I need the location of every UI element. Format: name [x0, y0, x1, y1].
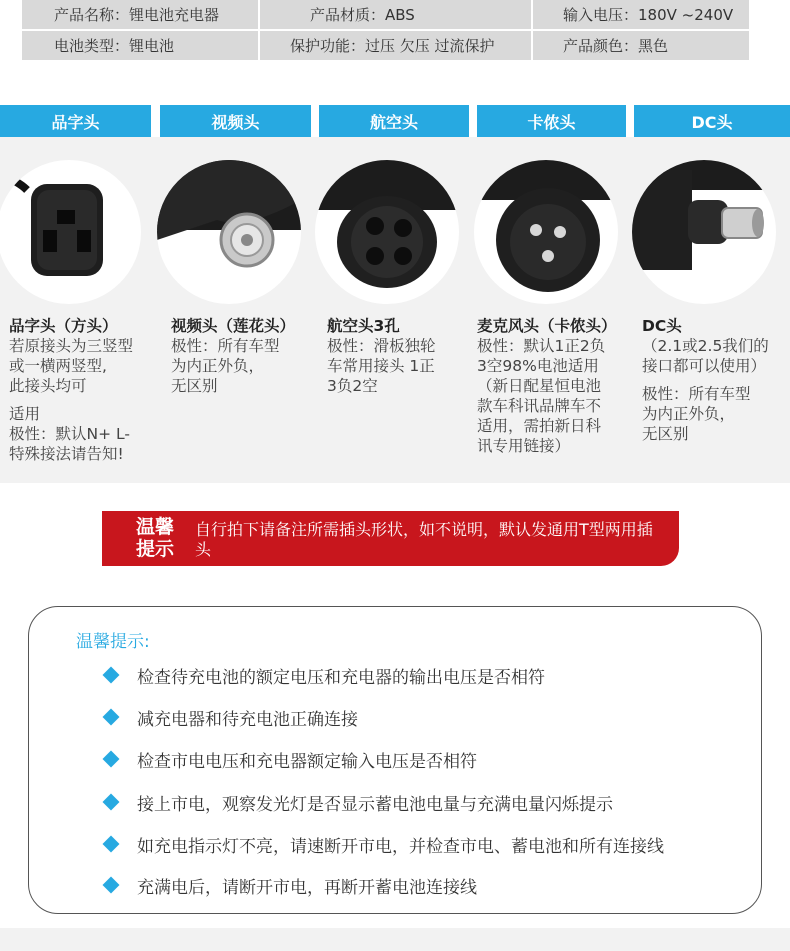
plug-line: 车常用接头 1正 [327, 357, 435, 375]
tab-video[interactable]: 视频头 [160, 105, 311, 137]
plug-line: 无区别 [642, 425, 689, 443]
notice-message: 自行拍下请备注所需插头形状，如不说明，默认发通用T型两用插头 [195, 520, 653, 559]
notice-label: 温馨提示 [136, 516, 175, 560]
aviation-plug-icon [315, 160, 459, 304]
plug-desc-pinzi [9, 316, 159, 464]
plug-line: （2.1或2.5我们的 [642, 337, 769, 355]
tips-title: 温馨提示: [76, 632, 150, 652]
plug-title: 视频头（莲花头） [171, 317, 296, 335]
tab-xlr[interactable]: 卡侬头 [477, 105, 626, 137]
tip-text: 接上市电，观察发光灯是否显示蓄电池电量与充满电量闪烁提示 [137, 794, 613, 815]
tip-item [105, 705, 358, 729]
dc-plug-icon [632, 160, 776, 304]
tip-item [105, 747, 477, 771]
tip-text: 检查市电电压和充电器额定输入电压是否相符 [137, 751, 477, 772]
tab-aviation[interactable]: 航空头 [319, 105, 469, 137]
plug-title: 航空头3孔 [327, 317, 400, 335]
plug-line: 极性：所有车型 [642, 385, 751, 403]
plug-desc-xlr [477, 316, 637, 456]
spec-material: 产品材质：ABS [260, 0, 531, 29]
plug-line: 极性：滑板独轮 [327, 337, 436, 355]
tip-text: 检查待充电池的额定电压和充电器的输出电压是否相符 [137, 667, 545, 688]
plug-line: 此接头均可 [9, 377, 87, 395]
diamond-bullet-icon [103, 836, 120, 853]
tab-dc[interactable]: DC头 [634, 105, 790, 137]
plug-desc-aviation [327, 316, 477, 396]
diamond-bullet-icon [103, 877, 120, 894]
spec-product-name: 产品名称：锂电池充电器 [22, 0, 258, 29]
diamond-bullet-icon [103, 794, 120, 811]
diamond-bullet-icon [103, 751, 120, 768]
plug-desc-dc [642, 316, 787, 444]
xlr-plug-icon [474, 160, 618, 304]
plug-line: 极性：所有车型 [171, 337, 280, 355]
spec-input-voltage: 输入电压：180V ~240V [533, 0, 749, 29]
plug-line: （新日配星恒电池 [477, 377, 602, 395]
plug-line: 款车科讯品牌车不 [477, 397, 602, 415]
spec-protection: 保护功能：过压 欠压 过流保护 [260, 31, 531, 60]
plug-line: 极性：默认N+ L- [9, 425, 130, 443]
plug-line: 极性：默认1正2负 [477, 337, 606, 355]
footer-band [0, 928, 790, 951]
plug-line: 接口都可以使用） [642, 357, 767, 375]
diamond-bullet-icon [103, 709, 120, 726]
plug-line: 若原接头为三竖型 [9, 337, 134, 355]
plug-desc-video [171, 316, 321, 396]
tip-item [105, 832, 664, 856]
tab-pinzi[interactable]: 品字头 [0, 105, 151, 137]
notice-banner [102, 511, 679, 566]
tip-text: 如充电指示灯不亮，请速断开市电，并检查市电、蓄电池和所有连接线 [137, 836, 664, 857]
tip-item [105, 663, 545, 687]
plug-line: 3空98%电池适用 [477, 357, 599, 375]
plug-line: 无区别 [171, 377, 218, 395]
plug-line: 为内正外负， [642, 405, 736, 423]
spec-color: 产品颜色：黑色 [533, 31, 749, 60]
spec-battery-type: 电池类型：锂电池 [22, 31, 258, 60]
tip-item [105, 873, 477, 897]
plug-line: 为内正外负， [171, 357, 265, 375]
tip-item [105, 790, 613, 814]
plug-line: 3负2空 [327, 377, 378, 395]
spec-table [22, 0, 749, 63]
iec-c13-plug-icon [0, 160, 141, 304]
plug-line: 或一横两竖型, [9, 357, 107, 375]
diamond-bullet-icon [103, 667, 120, 684]
plug-title: 品字头（方头） [9, 317, 118, 335]
plug-title: DC头 [642, 317, 682, 335]
plug-line: 适用 [9, 405, 41, 423]
plug-line: 讯专用链接） [477, 437, 571, 455]
tips-box [28, 606, 762, 914]
plug-line: 适用，需拍新日科 [477, 417, 602, 435]
plug-title: 麦克风头（卡侬头） [477, 317, 617, 335]
tip-text: 充满电后，请断开市电，再断开蓄电池连接线 [137, 877, 477, 898]
tip-text: 减充电器和待充电池正确连接 [137, 709, 358, 730]
plug-line: 特殊接法请告知! [9, 445, 124, 463]
rca-plug-icon [157, 160, 301, 304]
